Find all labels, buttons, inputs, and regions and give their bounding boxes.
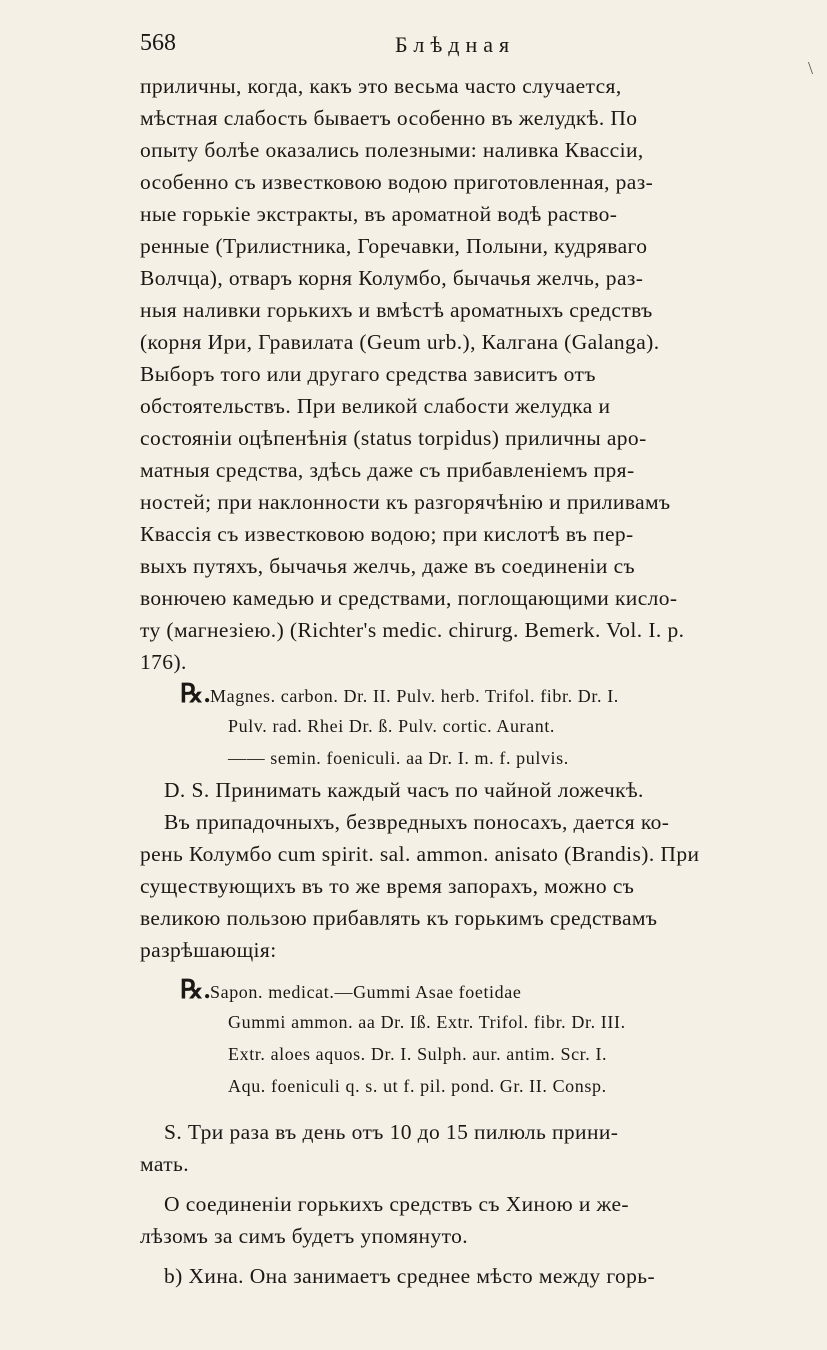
text-line: ныя наливки горькихъ и вмѣстѣ ароматныхъ средствъ: [140, 298, 653, 322]
recipe-symbol-icon: ℞.: [180, 679, 212, 708]
text-line: вонючею камедью и средствами, поглощающими кисло-: [140, 586, 678, 610]
spacer: [140, 1252, 780, 1260]
spacer: [140, 1102, 780, 1116]
section-heading-line: b) Хина. Она занимаетъ среднее мѣсто между горь-: [164, 1264, 656, 1288]
prescription-line: [140, 974, 780, 1006]
text-line: ту (магнезіею.) (Richter's medic. chirurg. Bemerk. Vol. I. p.: [140, 618, 685, 642]
text-line: рень Колумбо cum spirit. sal. ammon. anisato (Brandis). При: [140, 842, 700, 866]
prescription-line: —— semin. foeniculi. aa Dr. I. m. f. pulvis.: [228, 748, 569, 768]
text-line: (корня Ири, Гравилата (Geum urb.), Калгана (Galanga).: [140, 330, 660, 354]
text-line: мѣстная слабость бываетъ особенно въ желудкѣ. По: [140, 106, 638, 130]
directions-line: D. S. Принимать каждый часъ по чайной ложечкѣ.: [164, 778, 644, 802]
text-line: обстоятельствъ. При великой слабости желудка и: [140, 394, 611, 418]
text-line: Въ припадочныхъ, безвредныхъ поносахъ, дается ко-: [164, 810, 670, 834]
prescription-line: Gummi ammon. aa Dr. Iß. Extr. Trifol. fibr. Dr. III.: [228, 1012, 626, 1032]
prescription-line: Pulv. rad. Rhei Dr. ß. Pulv. cortic. Aurant.: [228, 716, 556, 736]
text-line: матныя средства, здѣсь даже съ прибавленіемъ пря-: [140, 458, 635, 482]
text-line: состояніи оцѣпенѣнія (status torpidus) приличны аро-: [140, 426, 647, 450]
running-title: Блѣдная: [395, 32, 516, 57]
text-line: существующихъ въ то же время запорахъ, можно съ: [140, 874, 635, 898]
page-header: [140, 30, 814, 78]
corner-mark: \: [808, 58, 814, 78]
text-line: 176).: [140, 650, 187, 674]
text-line: ные горькіе экстракты, въ ароматной водѣ раство-: [140, 202, 618, 226]
text-line: ностей; при наклонности къ разгорячѣнію и приливамъ: [140, 490, 671, 514]
directions-line: мать.: [140, 1152, 190, 1176]
text-line: Квассія съ известковою водою; при кислотѣ въ пер-: [140, 522, 634, 546]
prescription-text: Magnes. carbon. Dr. II. Pulv. herb. Trifol. fibr. Dr. I.: [210, 686, 619, 706]
text-line: Волчца), отваръ корня Колумбо, бычачья желчь, раз-: [140, 266, 644, 290]
prescription-text: Sapon. medicat.—Gummi Asae foetidae: [210, 982, 522, 1002]
text-line: ренные (Трилистника, Горечавки, Полыни, кудряваго: [140, 234, 648, 258]
prescription-line: Aqu. foeniculi q. s. ut f. pil. pond. Gr. II. Consp.: [228, 1076, 607, 1096]
prescription-line: [140, 678, 780, 710]
body-text: [140, 70, 780, 1292]
text-line: выхъ путяхъ, бычачья желчь, даже въ соединеніи съ: [140, 554, 636, 578]
text-line: опыту болѣе оказались полезными: наливка Квассіи,: [140, 138, 644, 162]
text-line: разрѣшающія:: [140, 938, 277, 962]
text-line: Выборъ того или другаго средства зависитъ отъ: [140, 362, 596, 386]
text-line: особенно съ известковою водою приготовленная, раз-: [140, 170, 654, 194]
text-line: лѣзомъ за симъ будетъ упомянуто.: [140, 1224, 469, 1248]
directions-line: S. Три раза въ день отъ 10 до 15 пилюль прини-: [164, 1120, 619, 1144]
text-line: приличны, когда, какъ это весьма часто случается,: [140, 74, 622, 98]
page-number: 568: [140, 30, 176, 56]
spacer: [140, 966, 780, 974]
text-line: О соединеніи горькихъ средствъ съ Хиною и же-: [164, 1192, 629, 1216]
spacer: [140, 1180, 780, 1188]
prescription-line: Extr. aloes aquos. Dr. I. Sulph. aur. antim. Scr. I.: [228, 1044, 608, 1064]
recipe-symbol-icon: ℞.: [180, 975, 212, 1004]
text-line: великою пользою прибавлять къ горькимъ средствамъ: [140, 906, 658, 930]
